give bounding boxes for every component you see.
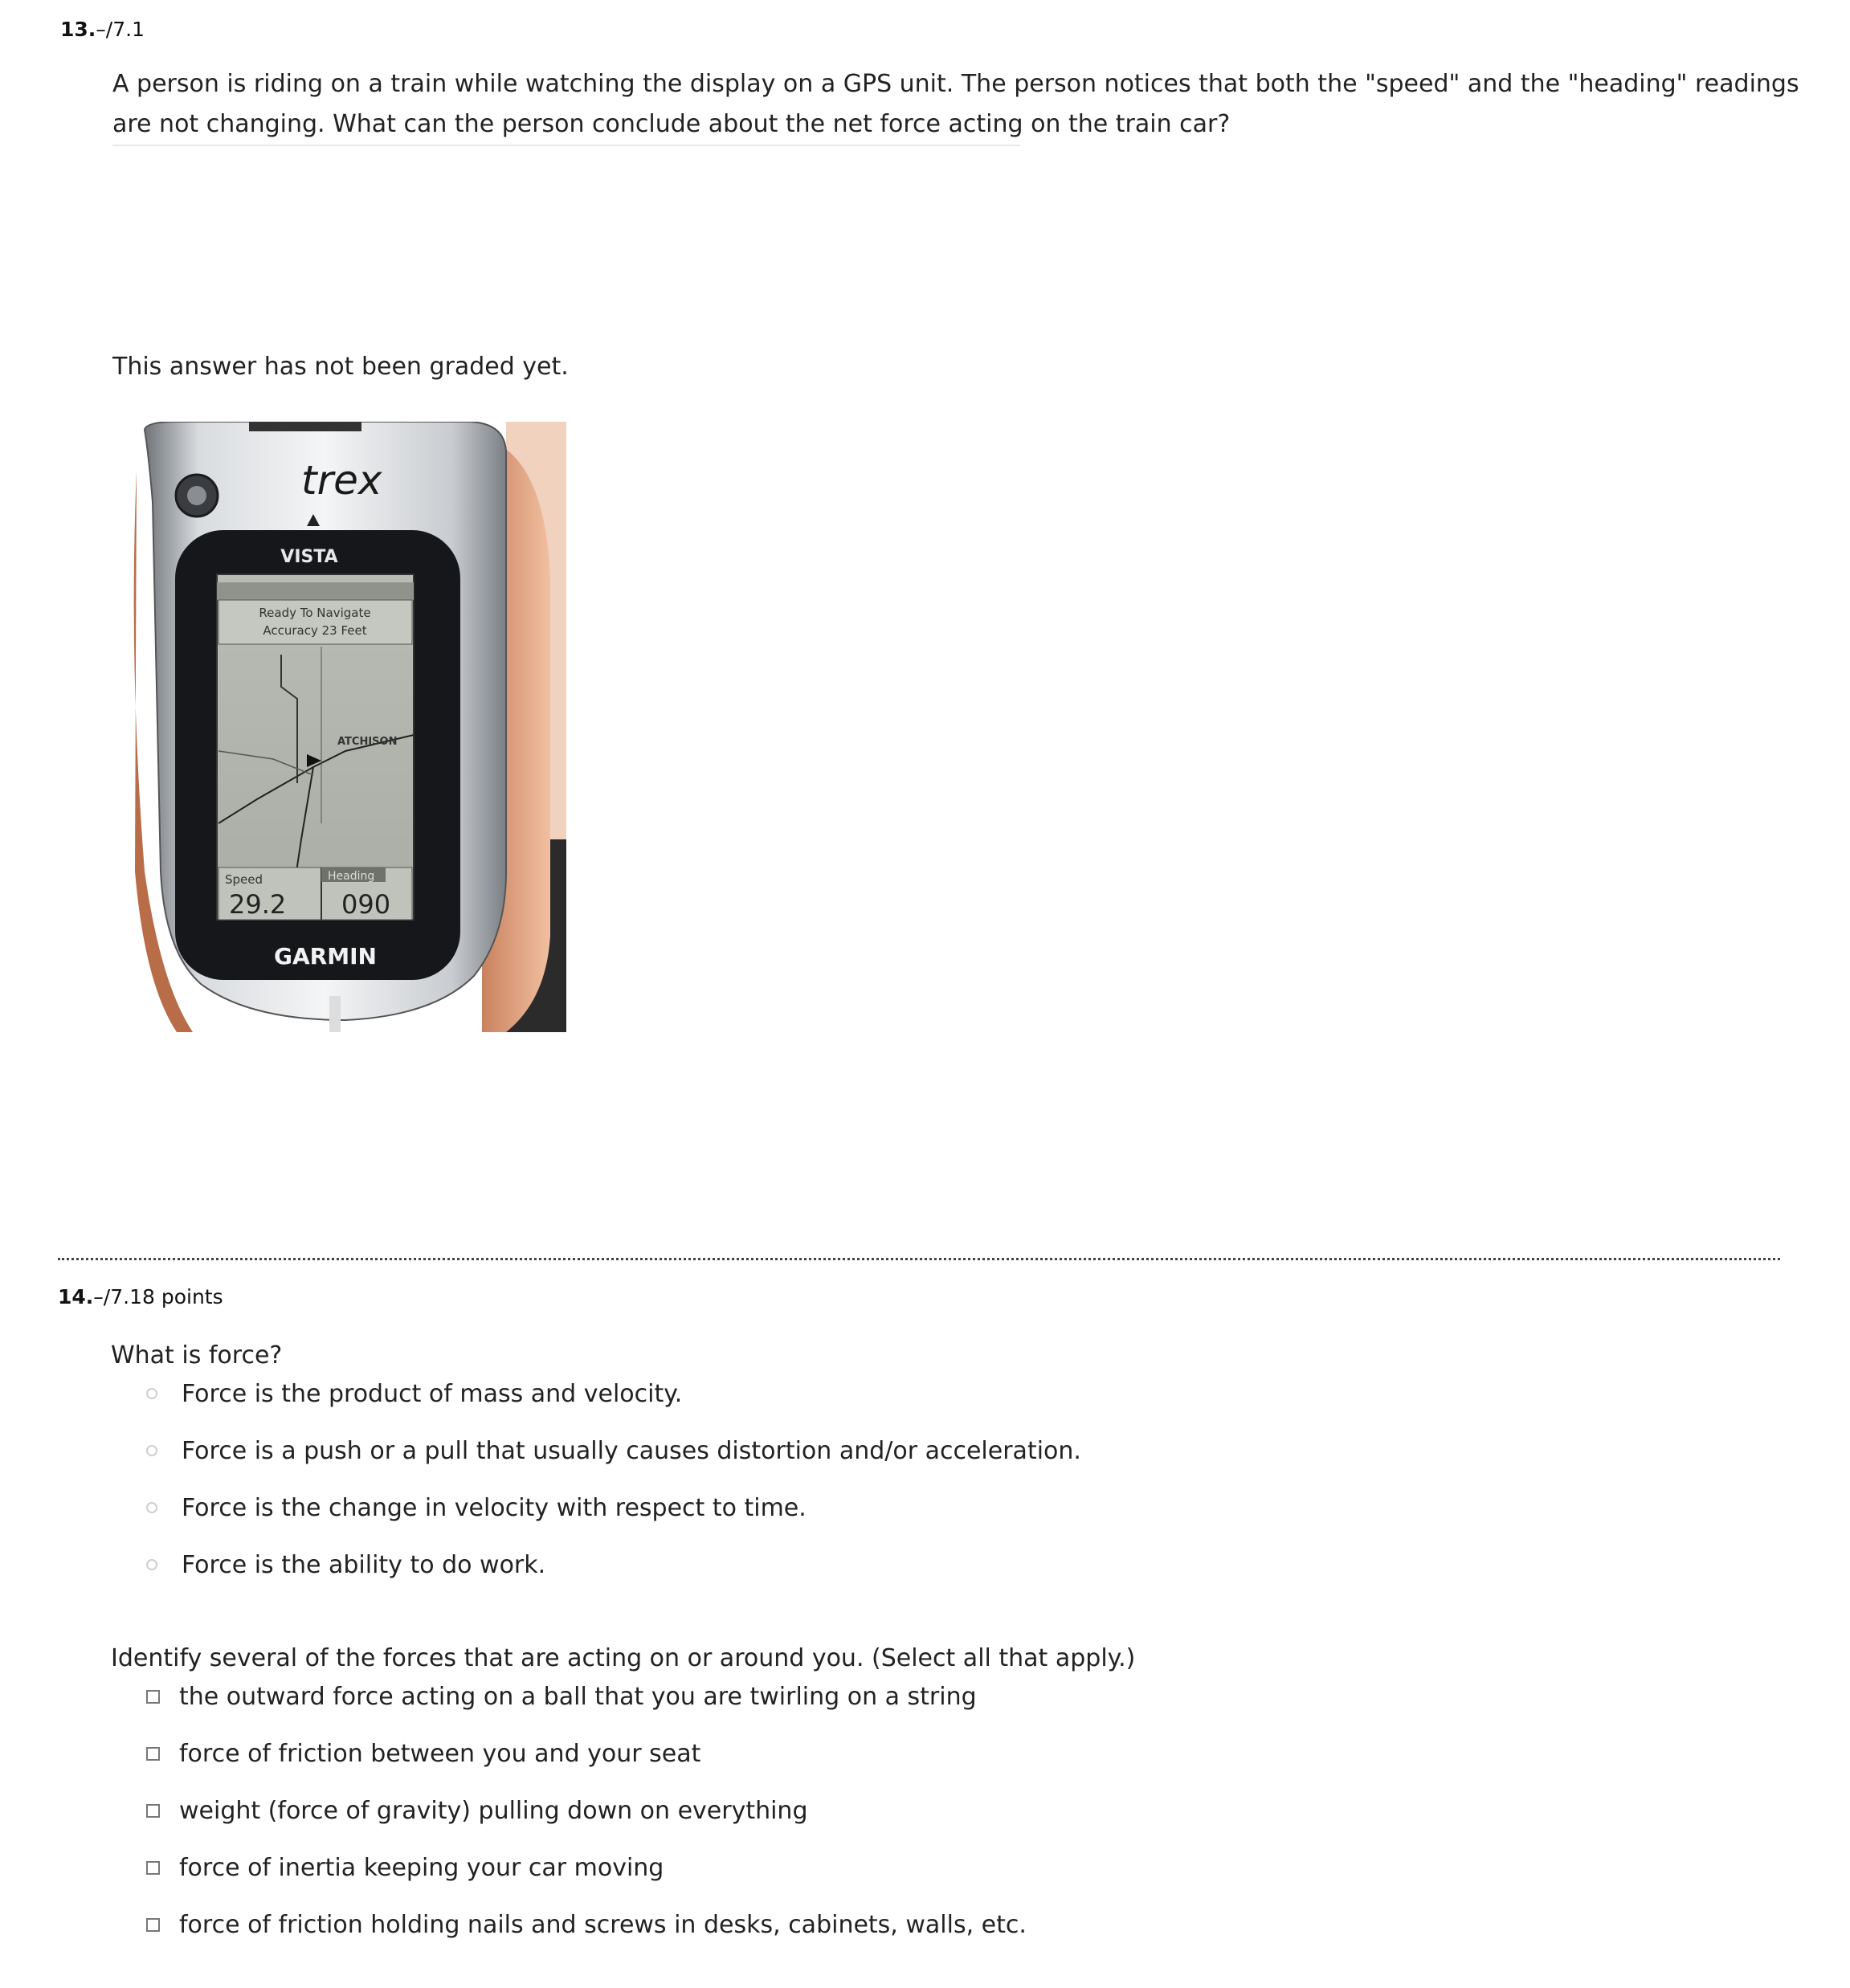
question-14-number: 14.: [58, 1285, 94, 1308]
question-14-part2-prompt: Identify several of the forces that are acting on or around you. (Select all that apply.): [111, 1644, 1136, 1672]
radio-option[interactable]: [146, 1488, 807, 1527]
gps-brand-text: trex: [301, 457, 382, 504]
gps-speed-value: 29.2: [229, 889, 287, 920]
checkbox-option-label: weight (force of gravity) pulling down on everything: [179, 1796, 808, 1825]
gps-heading-label: Heading: [328, 870, 375, 883]
gps-status-line1: Ready To Navigate: [259, 606, 371, 620]
prompt-underline: [112, 145, 1020, 146]
radio-option[interactable]: [146, 1545, 545, 1584]
grading-status: This answer has not been graded yet.: [112, 353, 569, 381]
gps-speed-label: Speed: [225, 872, 263, 887]
gps-heading-value: 090: [341, 889, 391, 920]
question-13-prompt-line1: A person is riding on a train while watching the display on a GPS unit. The person notices that both the "speed" and the "heading" readings: [112, 70, 1799, 98]
checkbox[interactable]: [146, 1690, 160, 1704]
question-13-prompt-line2: are not changing. What can the person conclude about the net force acting on the train car?: [112, 110, 1231, 138]
checkbox[interactable]: [146, 1747, 160, 1761]
checkbox-option-label: force of inertia keeping your car moving: [179, 1853, 664, 1882]
checkbox[interactable]: [146, 1804, 160, 1818]
radio-button[interactable]: [146, 1502, 157, 1513]
radio-button[interactable]: [146, 1388, 157, 1399]
checkbox[interactable]: [146, 1918, 160, 1932]
question-divider: [58, 1258, 1780, 1260]
checkbox-option[interactable]: [146, 1677, 977, 1716]
radio-option-label: Force is a push or a pull that usually causes distortion and/or acceleration.: [182, 1436, 1081, 1465]
radio-button[interactable]: [146, 1445, 157, 1456]
checkbox-option[interactable]: [146, 1734, 700, 1773]
question-14-header: [58, 1285, 223, 1308]
gps-model-text: VISTA: [280, 547, 338, 567]
checkbox-option[interactable]: [146, 1848, 664, 1887]
radio-option[interactable]: [146, 1374, 682, 1413]
checkbox-option-label: force of friction holding nails and screws in desks, cabinets, walls, etc.: [179, 1910, 1027, 1939]
gps-status-line2: Accuracy 23 Feet: [263, 623, 367, 638]
checkbox[interactable]: [146, 1861, 160, 1875]
question-14-part1-prompt: What is force?: [111, 1341, 283, 1370]
radio-option-label: Force is the change in velocity with respect to time.: [182, 1493, 807, 1522]
question-13-score: –/7.1: [96, 18, 145, 41]
gps-maker-text: GARMIN: [274, 943, 377, 970]
checkbox-option-label: the outward force acting on a ball that you are twirling on a string: [179, 1682, 977, 1711]
checkbox-option[interactable]: [146, 1905, 1027, 1944]
gps-device-image: [129, 422, 566, 1032]
radio-option-label: Force is the product of mass and velocity.: [182, 1379, 683, 1408]
question-13-header: [60, 18, 145, 41]
radio-option[interactable]: [146, 1431, 1081, 1470]
radio-option-label: Force is the ability to do work.: [182, 1550, 546, 1579]
question-13-number: 13.: [60, 18, 96, 41]
radio-button[interactable]: [146, 1559, 157, 1570]
question-14-score: –/7.18 points: [93, 1285, 223, 1308]
checkbox-option-label: force of friction between you and your seat: [179, 1739, 701, 1768]
gps-map-label: ATCHISON: [337, 736, 398, 748]
checkbox-option[interactable]: [146, 1791, 808, 1830]
